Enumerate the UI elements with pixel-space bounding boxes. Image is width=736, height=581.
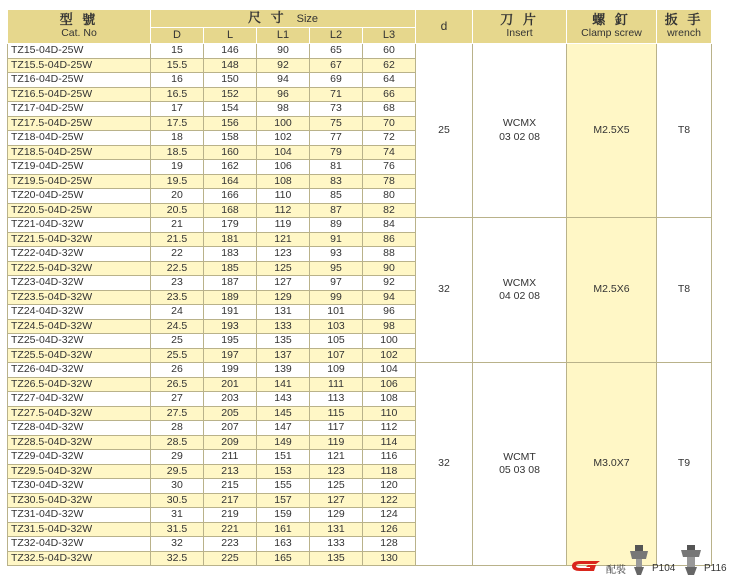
l3-cell: 68 <box>363 102 416 117</box>
l1-cell: 131 <box>257 305 310 320</box>
shank-d-cell: 32 <box>416 218 473 363</box>
cat-no-cell: TZ26-04D-32W <box>8 363 151 378</box>
l3-cell: 124 <box>363 508 416 523</box>
l-cell: 179 <box>204 218 257 233</box>
d-cell: 29.5 <box>151 464 204 479</box>
footer-references <box>570 545 730 577</box>
l1-cell: 102 <box>257 131 310 146</box>
l3-cell: 70 <box>363 116 416 131</box>
l-cell: 215 <box>204 479 257 494</box>
l2-cell: 71 <box>310 87 363 102</box>
l-cell: 160 <box>204 145 257 160</box>
l2-cell: 111 <box>310 377 363 392</box>
l1-cell: 135 <box>257 334 310 349</box>
holder-icon-2 <box>678 545 704 575</box>
l1-cell: 98 <box>257 102 310 117</box>
l-cell: 213 <box>204 464 257 479</box>
l2-cell: 113 <box>310 392 363 407</box>
d-cell: 18.5 <box>151 145 204 160</box>
d-cell: 26.5 <box>151 377 204 392</box>
l-cell: 191 <box>204 305 257 320</box>
l2-cell: 97 <box>310 276 363 291</box>
l1-cell: 163 <box>257 537 310 552</box>
l2-cell: 105 <box>310 334 363 349</box>
l3-cell: 66 <box>363 87 416 102</box>
l-cell: 207 <box>204 421 257 436</box>
d-cell: 30.5 <box>151 493 204 508</box>
l1-cell: 90 <box>257 44 310 59</box>
l3-cell: 84 <box>363 218 416 233</box>
l1-cell: 153 <box>257 464 310 479</box>
d-cell: 20.5 <box>151 203 204 218</box>
ref-p116: P116 <box>704 563 727 574</box>
l1-cell: 92 <box>257 58 310 73</box>
l3-cell: 60 <box>363 44 416 59</box>
l3-cell: 112 <box>363 421 416 436</box>
l2-cell: 127 <box>310 493 363 508</box>
cat-no-cell: TZ30.5-04D-32W <box>8 493 151 508</box>
cat-no-cell: TZ25.5-04D-32W <box>8 348 151 363</box>
d-cell: 31.5 <box>151 522 204 537</box>
l2-cell: 129 <box>310 508 363 523</box>
cat-no-cell: TZ20-04D-25W <box>8 189 151 204</box>
l2-cell: 69 <box>310 73 363 88</box>
d-cell: 15 <box>151 44 204 59</box>
l1-cell: 149 <box>257 435 310 450</box>
l1-cell: 139 <box>257 363 310 378</box>
table-row <box>8 363 712 378</box>
l3-cell: 94 <box>363 290 416 305</box>
header-model: 型 號 Cat. No <box>8 10 151 44</box>
wrench-cell: T8 <box>657 44 712 218</box>
l1-cell: 165 <box>257 551 310 566</box>
cat-no-cell: TZ28-04D-32W <box>8 421 151 436</box>
cat-no-cell: TZ19.5-04D-25W <box>8 174 151 189</box>
clamp-screw-cell: M2.5X5 <box>567 44 657 218</box>
l2-cell: 65 <box>310 44 363 59</box>
l-cell: 156 <box>204 116 257 131</box>
cat-no-cell: TZ28.5-04D-32W <box>8 435 151 450</box>
d-cell: 32 <box>151 537 204 552</box>
l1-cell: 147 <box>257 421 310 436</box>
l-cell: 185 <box>204 261 257 276</box>
l3-cell: 82 <box>363 203 416 218</box>
header-insert: 刀 片 Insert <box>473 10 567 44</box>
l3-cell: 122 <box>363 493 416 508</box>
spec-table <box>7 9 712 566</box>
d-cell: 17 <box>151 102 204 117</box>
l2-cell: 85 <box>310 189 363 204</box>
wrench-cell: T9 <box>657 363 712 566</box>
cat-no-cell: TZ31-04D-32W <box>8 508 151 523</box>
l2-cell: 77 <box>310 131 363 146</box>
d-cell: 19 <box>151 160 204 175</box>
l2-cell: 123 <box>310 464 363 479</box>
d-cell: 27 <box>151 392 204 407</box>
header-size: 尺 寸 Size <box>151 10 416 28</box>
l1-cell: 133 <box>257 319 310 334</box>
l-cell: 203 <box>204 392 257 407</box>
l3-cell: 96 <box>363 305 416 320</box>
cat-no-cell: TZ18.5-04D-25W <box>8 145 151 160</box>
l2-cell: 67 <box>310 58 363 73</box>
l1-cell: 94 <box>257 73 310 88</box>
l3-cell: 86 <box>363 232 416 247</box>
cat-no-cell: TZ15.5-04D-25W <box>8 58 151 73</box>
l1-cell: 119 <box>257 218 310 233</box>
l1-cell: 123 <box>257 247 310 262</box>
insert-cell: WCMX 03 02 08 <box>473 44 567 218</box>
d-cell: 16 <box>151 73 204 88</box>
l2-cell: 99 <box>310 290 363 305</box>
l-cell: 193 <box>204 319 257 334</box>
l2-cell: 79 <box>310 145 363 160</box>
l3-cell: 90 <box>363 261 416 276</box>
l1-cell: 151 <box>257 450 310 465</box>
l2-cell: 117 <box>310 421 363 436</box>
l1-cell: 108 <box>257 174 310 189</box>
l3-cell: 128 <box>363 537 416 552</box>
l-cell: 201 <box>204 377 257 392</box>
l2-cell: 115 <box>310 406 363 421</box>
l2-cell: 91 <box>310 232 363 247</box>
l1-cell: 96 <box>257 87 310 102</box>
l-cell: 197 <box>204 348 257 363</box>
header-screw: 螺 釘 Clamp screw <box>567 10 657 44</box>
d-cell: 24 <box>151 305 204 320</box>
ref-p104: P104 <box>652 563 676 574</box>
d-cell: 21 <box>151 218 204 233</box>
l-cell: 219 <box>204 508 257 523</box>
l2-cell: 87 <box>310 203 363 218</box>
cat-no-cell: TZ26.5-04D-32W <box>8 377 151 392</box>
l2-cell: 119 <box>310 435 363 450</box>
l3-cell: 104 <box>363 363 416 378</box>
cat-no-cell: TZ17-04D-25W <box>8 102 151 117</box>
l2-cell: 93 <box>310 247 363 262</box>
l3-cell: 98 <box>363 319 416 334</box>
l3-cell: 130 <box>363 551 416 566</box>
header-D: D <box>151 28 204 44</box>
cat-no-cell: TZ20.5-04D-25W <box>8 203 151 218</box>
d-cell: 25.5 <box>151 348 204 363</box>
table-body <box>8 44 712 566</box>
cat-no-cell: TZ23.5-04D-32W <box>8 290 151 305</box>
cat-no-cell: TZ23-04D-32W <box>8 276 151 291</box>
l1-cell: 121 <box>257 232 310 247</box>
d-cell: 23.5 <box>151 290 204 305</box>
l2-cell: 103 <box>310 319 363 334</box>
d-cell: 21.5 <box>151 232 204 247</box>
insert-cell: WCMX 04 02 08 <box>473 218 567 363</box>
l-cell: 181 <box>204 232 257 247</box>
header-L1: L1 <box>257 28 310 44</box>
l1-cell: 155 <box>257 479 310 494</box>
l3-cell: 118 <box>363 464 416 479</box>
cat-no-cell: TZ22-04D-32W <box>8 247 151 262</box>
cat-no-cell: TZ27-04D-32W <box>8 392 151 407</box>
l3-cell: 108 <box>363 392 416 407</box>
d-cell: 19.5 <box>151 174 204 189</box>
d-cell: 22 <box>151 247 204 262</box>
d-cell: 17.5 <box>151 116 204 131</box>
l1-cell: 129 <box>257 290 310 305</box>
l1-cell: 106 <box>257 160 310 175</box>
l3-cell: 74 <box>363 145 416 160</box>
cat-no-cell: TZ32.5-04D-32W <box>8 551 151 566</box>
clamp-screw-cell: M2.5X6 <box>567 218 657 363</box>
cat-no-cell: TZ24.5-04D-32W <box>8 319 151 334</box>
l3-cell: 114 <box>363 435 416 450</box>
l3-cell: 92 <box>363 276 416 291</box>
l1-cell: 125 <box>257 261 310 276</box>
fit-label: 配裝 <box>606 565 626 576</box>
l-cell: 148 <box>204 58 257 73</box>
l-cell: 221 <box>204 522 257 537</box>
l2-cell: 95 <box>310 261 363 276</box>
l-cell: 168 <box>204 203 257 218</box>
l-cell: 189 <box>204 290 257 305</box>
l-cell: 223 <box>204 537 257 552</box>
l1-cell: 127 <box>257 276 310 291</box>
l1-cell: 145 <box>257 406 310 421</box>
d-cell: 25 <box>151 334 204 349</box>
l1-cell: 137 <box>257 348 310 363</box>
cat-no-cell: TZ29.5-04D-32W <box>8 464 151 479</box>
l-cell: 146 <box>204 44 257 59</box>
cat-no-cell: TZ25-04D-32W <box>8 334 151 349</box>
cat-no-cell: TZ31.5-04D-32W <box>8 522 151 537</box>
l3-cell: 62 <box>363 58 416 73</box>
l3-cell: 120 <box>363 479 416 494</box>
d-cell: 24.5 <box>151 319 204 334</box>
l-cell: 166 <box>204 189 257 204</box>
d-cell: 28 <box>151 421 204 436</box>
d-cell: 18 <box>151 131 204 146</box>
cat-no-cell: TZ19-04D-25W <box>8 160 151 175</box>
d-cell: 16.5 <box>151 87 204 102</box>
l1-cell: 143 <box>257 392 310 407</box>
d-cell: 26 <box>151 363 204 378</box>
header-L2: L2 <box>310 28 363 44</box>
l-cell: 187 <box>204 276 257 291</box>
l2-cell: 101 <box>310 305 363 320</box>
d-cell: 30 <box>151 479 204 494</box>
l1-cell: 141 <box>257 377 310 392</box>
l2-cell: 109 <box>310 363 363 378</box>
cat-no-cell: TZ21.5-04D-32W <box>8 232 151 247</box>
l3-cell: 80 <box>363 189 416 204</box>
l2-cell: 81 <box>310 160 363 175</box>
cat-no-cell: TZ16-04D-25W <box>8 73 151 88</box>
l2-cell: 121 <box>310 450 363 465</box>
d-cell: 20 <box>151 189 204 204</box>
l3-cell: 100 <box>363 334 416 349</box>
shank-d-cell: 32 <box>416 363 473 566</box>
clamp-screw-cell: M3.0X7 <box>567 363 657 566</box>
holder-icon <box>626 545 652 575</box>
l-cell: 195 <box>204 334 257 349</box>
cat-no-cell: TZ15-04D-25W <box>8 44 151 59</box>
l2-cell: 89 <box>310 218 363 233</box>
table-row <box>8 44 712 59</box>
header-d: d <box>416 10 473 44</box>
header-L3: L3 <box>363 28 416 44</box>
l-cell: 152 <box>204 87 257 102</box>
l1-cell: 110 <box>257 189 310 204</box>
cat-no-cell: TZ22.5-04D-32W <box>8 261 151 276</box>
fit-logo-icon <box>570 559 604 573</box>
l-cell: 225 <box>204 551 257 566</box>
cat-no-cell: TZ29-04D-32W <box>8 450 151 465</box>
header-wrench: 扳 手 wrench <box>657 10 712 44</box>
d-cell: 31 <box>151 508 204 523</box>
l1-cell: 112 <box>257 203 310 218</box>
l3-cell: 102 <box>363 348 416 363</box>
l-cell: 154 <box>204 102 257 117</box>
l-cell: 164 <box>204 174 257 189</box>
l-cell: 217 <box>204 493 257 508</box>
d-cell: 22.5 <box>151 261 204 276</box>
cat-no-cell: TZ30-04D-32W <box>8 479 151 494</box>
l3-cell: 106 <box>363 377 416 392</box>
l3-cell: 116 <box>363 450 416 465</box>
cat-no-cell: TZ18-04D-25W <box>8 131 151 146</box>
cat-no-cell: TZ24-04D-32W <box>8 305 151 320</box>
l2-cell: 83 <box>310 174 363 189</box>
wrench-cell: T8 <box>657 218 712 363</box>
d-cell: 28.5 <box>151 435 204 450</box>
d-cell: 23 <box>151 276 204 291</box>
l3-cell: 110 <box>363 406 416 421</box>
l2-cell: 73 <box>310 102 363 117</box>
l2-cell: 75 <box>310 116 363 131</box>
l1-cell: 104 <box>257 145 310 160</box>
l3-cell: 88 <box>363 247 416 262</box>
l3-cell: 72 <box>363 131 416 146</box>
d-cell: 27.5 <box>151 406 204 421</box>
l3-cell: 126 <box>363 522 416 537</box>
l3-cell: 64 <box>363 73 416 88</box>
l1-cell: 100 <box>257 116 310 131</box>
l-cell: 199 <box>204 363 257 378</box>
l1-cell: 161 <box>257 522 310 537</box>
cat-no-cell: TZ17.5-04D-25W <box>8 116 151 131</box>
l-cell: 183 <box>204 247 257 262</box>
l3-cell: 76 <box>363 160 416 175</box>
l3-cell: 78 <box>363 174 416 189</box>
l-cell: 158 <box>204 131 257 146</box>
l1-cell: 159 <box>257 508 310 523</box>
l2-cell: 135 <box>310 551 363 566</box>
l-cell: 162 <box>204 160 257 175</box>
shank-d-cell: 25 <box>416 44 473 218</box>
l-cell: 209 <box>204 435 257 450</box>
d-cell: 15.5 <box>151 58 204 73</box>
table-row <box>8 218 712 233</box>
l-cell: 211 <box>204 450 257 465</box>
l2-cell: 133 <box>310 537 363 552</box>
d-cell: 29 <box>151 450 204 465</box>
l1-cell: 157 <box>257 493 310 508</box>
cat-no-cell: TZ27.5-04D-32W <box>8 406 151 421</box>
l-cell: 150 <box>204 73 257 88</box>
l2-cell: 107 <box>310 348 363 363</box>
d-cell: 32.5 <box>151 551 204 566</box>
insert-cell: WCMT 05 03 08 <box>473 363 567 566</box>
cat-no-cell: TZ32-04D-32W <box>8 537 151 552</box>
l2-cell: 125 <box>310 479 363 494</box>
cat-no-cell: TZ16.5-04D-25W <box>8 87 151 102</box>
l2-cell: 131 <box>310 522 363 537</box>
header-L: L <box>204 28 257 44</box>
l-cell: 205 <box>204 406 257 421</box>
cat-no-cell: TZ21-04D-32W <box>8 218 151 233</box>
